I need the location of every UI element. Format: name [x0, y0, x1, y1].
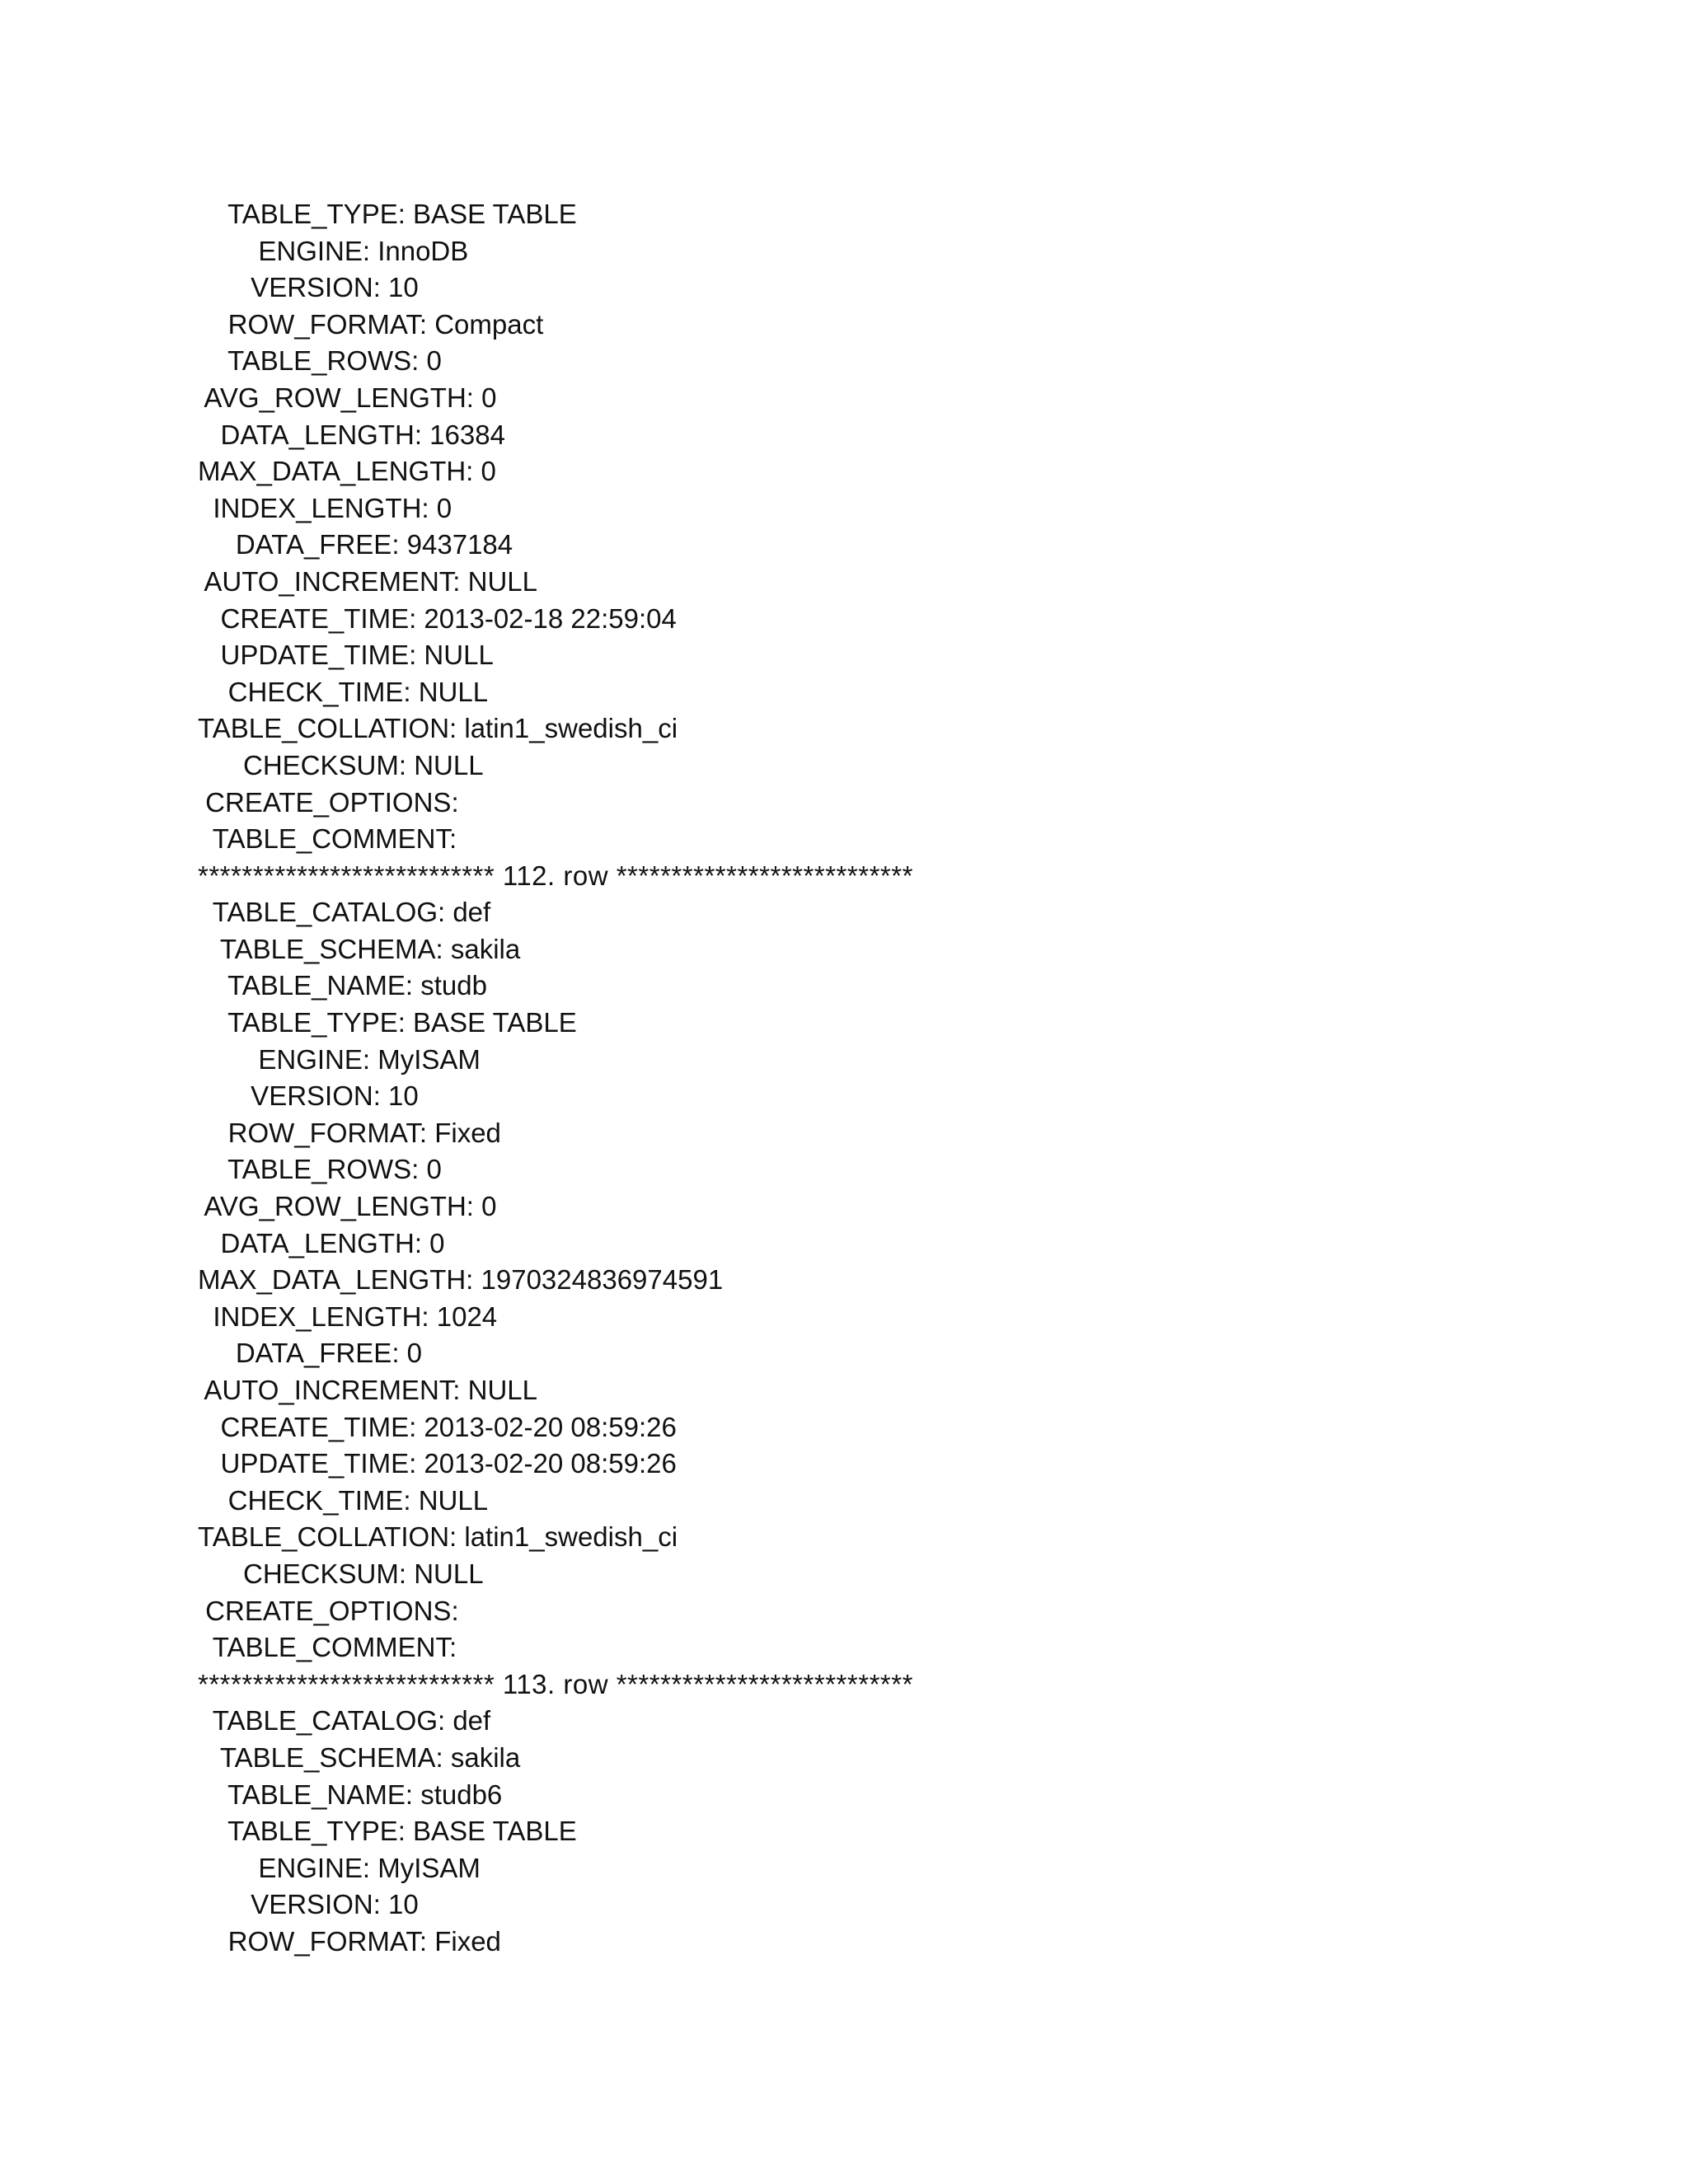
field-line: VERSION: 10	[198, 1080, 419, 1112]
field-line: INDEX_LENGTH: 0	[198, 492, 452, 523]
field-line: AVG_ROW_LENGTH: 0	[198, 382, 497, 413]
document-text-block	[198, 196, 913, 1961]
field-line: TABLE_TYPE: BASE TABLE	[198, 1007, 577, 1038]
field-line: DATA_FREE: 9437184	[198, 529, 513, 560]
field-line: ENGINE: MyISAM	[198, 1043, 481, 1075]
row-separator: *************************** 112. row ***************************	[198, 860, 913, 891]
field-line: TABLE_CATALOG: def	[198, 1705, 491, 1736]
field-line: TABLE_CATALOG: def	[198, 897, 491, 928]
field-line: CHECK_TIME: NULL	[198, 676, 489, 707]
field-line: TABLE_NAME: studb	[198, 970, 487, 1001]
field-line: UPDATE_TIME: 2013-02-20 08:59:26	[198, 1448, 677, 1479]
field-line: MAX_DATA_LENGTH: 1970324836974591	[198, 1264, 724, 1296]
field-line: AVG_ROW_LENGTH: 0	[198, 1191, 497, 1222]
field-line: MAX_DATA_LENGTH: 0	[198, 456, 496, 487]
field-line: DATA_FREE: 0	[198, 1338, 423, 1369]
field-line: DATA_LENGTH: 16384	[198, 419, 505, 450]
field-line: TABLE_TYPE: BASE TABLE	[198, 199, 577, 229]
field-line: TABLE_SCHEMA: sakila	[198, 1741, 521, 1773]
field-line: TABLE_ROWS: 0	[198, 1154, 442, 1185]
field-line: VERSION: 10	[198, 272, 419, 303]
field-line: ROW_FORMAT: Compact	[198, 308, 544, 340]
field-line: CREATE_TIME: 2013-02-20 08:59:26	[198, 1411, 677, 1442]
field-line: TABLE_NAME: studb6	[198, 1779, 503, 1810]
field-line: AUTO_INCREMENT: NULL	[198, 565, 537, 597]
field-line: CHECK_TIME: NULL	[198, 1484, 489, 1516]
field-line: TABLE_COLLATION: latin1_swedish_ci	[198, 713, 678, 744]
row-separator: *************************** 113. row ***************************	[198, 1668, 913, 1699]
field-line: TABLE_COLLATION: latin1_swedish_ci	[198, 1521, 678, 1553]
field-line: CHECKSUM: NULL	[198, 1558, 484, 1589]
field-line: TABLE_COMMENT:	[198, 1632, 457, 1663]
field-line: ROW_FORMAT: Fixed	[198, 1925, 501, 1957]
field-line: CREATE_TIME: 2013-02-18 22:59:04	[198, 602, 677, 634]
field-line: VERSION: 10	[198, 1889, 419, 1920]
field-line: AUTO_INCREMENT: NULL	[198, 1375, 537, 1405]
field-line: CREATE_OPTIONS:	[198, 786, 459, 818]
field-line: INDEX_LENGTH: 1024	[198, 1301, 498, 1332]
field-line: DATA_LENGTH: 0	[198, 1227, 445, 1258]
field-line: ENGINE: InnoDB	[198, 235, 469, 266]
field-line: TABLE_TYPE: BASE TABLE	[198, 1816, 577, 1847]
field-line: ROW_FORMAT: Fixed	[198, 1117, 501, 1148]
field-line: ENGINE: MyISAM	[198, 1852, 481, 1883]
field-line: TABLE_SCHEMA: sakila	[198, 933, 521, 964]
field-line: TABLE_ROWS: 0	[198, 345, 442, 377]
field-line: TABLE_COMMENT:	[198, 823, 457, 855]
field-line: CHECKSUM: NULL	[198, 749, 484, 780]
field-line: UPDATE_TIME: NULL	[198, 640, 494, 671]
field-line: CREATE_OPTIONS:	[198, 1595, 459, 1626]
